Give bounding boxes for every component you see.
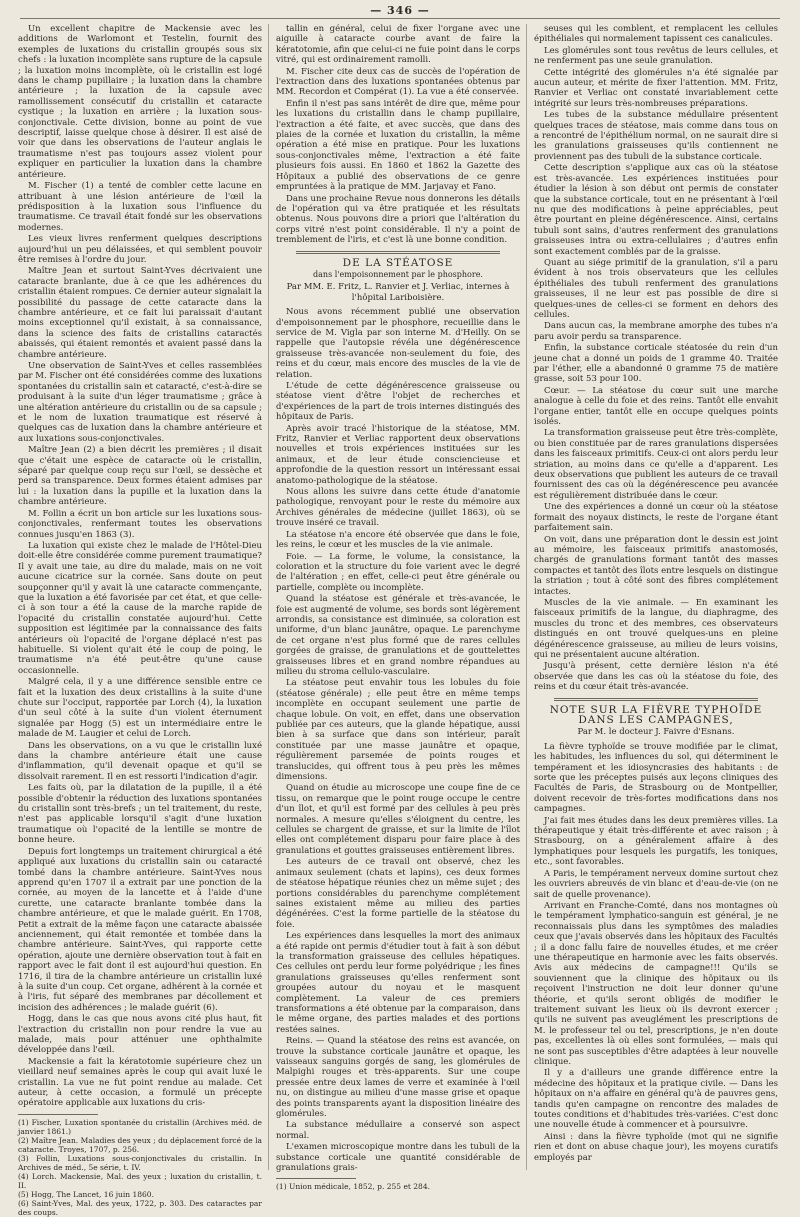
paragraph: A Paris, le tempérament nerveux domine surtout chez les ouvriers abreuvés de vin blanc et d'eau-de-vie (on ne sait de quelle provenance). <box>534 868 778 900</box>
paragraph: La stéatose n'a encore été observée que dans le foie, les reins, le cœur et les muscles de la vie animale. <box>276 529 520 551</box>
footnote: (1) Union médicale, 1852, p. 255 et 284. <box>276 1182 430 1192</box>
paragraph: M. Fischer cite deux cas de succès de l'opération de l'extraction dans des luxations spontanées obtenus par MM. Recordon et Compérat (1). La vue a été conservée. <box>276 66 520 98</box>
column-divider <box>268 24 269 1170</box>
section-rule <box>296 251 500 254</box>
paragraph: L'étude de cette dégénérescence graisseuse ou stéatose vient d'être l'objet de recherches et d'expériences de la part de trois internes distingués des hôpitaux de Paris. <box>276 381 520 423</box>
paragraph: Dans les observations, on a vu que le cristallin luxé dans la chambre antérieure était une cause d'inflammation, qu'il devenait opaque et qu'il se dissolvait rarement. Il en est ressorti l'indication d'agir. <box>18 740 262 782</box>
footnote: (3) Follin, Luxations sous-conjonctivales du cristallin. In Archives de méd., 5e série, t. IV. <box>18 1153 262 1172</box>
paragraph: J'ai fait mes études dans les deux premières villes. La thérapeutique y était très-différente et avec raison ; à Strasbourg, on a généralement affaire à des lymphatiques pour lesquels les purgatifs, les toniques, etc., sont favorables. <box>534 815 778 868</box>
paragraph: Malgré cela, il y a une différence sensible entre ce fait et la luxation des deux cristallins à la suite d'une chute sur l'occiput, rapportée par Lorch (4), la luxation d'un seul côté à la suite d'un violent éternument signalée par Hogg (5) est un intermédiaire entre le malade de M. Laugier et celui de Lorch. <box>18 677 262 740</box>
paragraph: Les tubes de la substance médullaire présentent quelques traces de stéatose, mais comme dans tous on a rencontré de l'épithélium normal, on ne saurait dire si les granulations graisseuses qu'ils contiennent ne proviennent pas des tubuli de la substance corticale. <box>534 110 778 162</box>
column-middle <box>276 24 520 1192</box>
paragraph: La luxation qui existe chez le malade de l'Hôtel-Dieu doit-elle être considérée comme purement traumatique? Il y avait une taie, au dire du malade, mais on ne voit aucune cicatrice sur la cornée. Sans doute on peut soupçonner qu'il y avait là une cataracte commençante, que la luxation a été favorisée par cet état, et que celle-ci à son tour a été la cause de la marche rapide de l'opacité du cristallin constatée aujourd'hui. Cette supposition est légitimée par la connaissance des faits antérieurs où l'opacité de l'organe déplacé n'est pas habituelle. Si violent qu'ait été le coup de poing, le traumatisme n'a été peut-être qu'une cause occasionnelle. <box>18 540 262 676</box>
cataract-article-continuation <box>276 24 520 246</box>
paragraph: Nous avons récemment publié une observation d'empoisonnement par le phosphore, recueillie dans le service de M. Vigla par son interne M. d'Heilly. On se rappelle que l'autopsie révéla une dégénérescence graisseuse très-avancée non-seulement du foie, des reins et du cœur, mais encore des muscles de la vie de relation. <box>276 307 520 380</box>
footnotes-middle <box>276 1182 520 1191</box>
paragraph: Quant au siége primitif de la granulation, s'il a paru évident à nos trois observateurs que les cellules épithéliales des tubuli renferment des granulations graisseuses, il ne leur est pas possible de dire si quelques-unes de celles-ci se forment en dehors des cellules. <box>534 257 778 320</box>
paragraph: Maître Jean (2) a bien décrit les premières ; il disait que c'était une espèce de cataracte où le cristallin, séparé par quelque coup reçu sur l'œil, se dessèche et perd sa transparence. Deux formes étaient admises par lui : la luxation dans la pupille et la luxation dans la chambre antérieure. <box>18 445 262 508</box>
header-rule <box>20 18 780 19</box>
typhoid-article-body <box>534 742 778 1163</box>
paragraph: La substance médullaire a conservé son aspect normal. <box>276 1120 520 1141</box>
cataract-article-body <box>18 24 262 1109</box>
paragraph: Les faits où, par la dilatation de la pupille, il a été possible d'obtenir la réduction des luxations spontanées du cristallin sont très-brefs ; un tel traitement, du reste, n'est pas applicable lorsqu'il s'agit d'une luxation traumatique où l'opacité de la lentille se montre de bonne heure. <box>18 783 262 846</box>
paragraph: Un excellent chapitre de Mackensie avec les additions de Warlomont et Testelin, fournit des exemples de luxations du cristallin groupés sous six chefs : la luxation incomplète sans rupture de la capsule ; la luxation moins incomplète, où le cristallin est logé dans le champ pupillaire ; la luxation dans la chambre antérieure ; la luxation de la capsule avec ramollissement consécutif du cristallin et cataracte cystique ; la luxation en arrière ; la luxation sous-conjonctivale. Cette division, bonne au point de vue descriptif, laisse quelque chose à désirer. Il est aisé de voir que dans les observations de l'auteur anglais le traumatisme n'est pas toujours assez violent pour expliquer en particulier la luxation dans la chambre antérieure. <box>18 24 262 180</box>
paragraph: La transformation graisseuse peut être très-complète, ou bien constituée par de rares granulations dispersées dans les faisceaux primitifs. Ceux-ci ont alors perdu leur striation, au moins dans ce qu'elle a d'apparent. Les deux observations que publient les auteurs de ce travail fournissent des cas où la dégénérescence peu avancée est régulièrement distribuée dans le cœur. <box>534 428 778 501</box>
steatose-article-title: DE LA STÉATOSE <box>342 256 454 269</box>
paragraph: seuses qui les comblent, et remplacent les cellules épithéliales qui normalement tapissent ces canalicules. <box>534 24 778 45</box>
paragraph: Les glomérules sont tous revêtus de leurs cellules, et ne renferment pas une seule granulation. <box>534 45 778 67</box>
paragraph: Cœur. — La stéatose du cœur suit une marche analogue à celle du foie et des reins. Tantôt elle envahit l'organe entier, tantôt elle en occupe quelques points isolés. <box>534 385 778 428</box>
typhoid-article-authors: Par M. le docteur J. Faivre d'Esnans. <box>577 727 735 738</box>
paragraph: Quand on étudie au microscope une coupe fine de ce tissu, on remarque que le point rouge occupe le centre d'un îlot, et qu'il est formé par des cellules à peu près normales. A mesure qu'elles s'éloignent du centre, les cellules se chargent de graisse, et sur la limite de l'îlot elles ont complétement disparu pour faire place à des granulations et gouttes graisseuses entièrement libres. <box>276 783 520 856</box>
paragraph: Après avoir tracé l'historique de la stéatose, MM. Fritz, Ranvier et Verliac rapportent deux observations nouvelles et trois expériences instituées sur les animaux, et de leur étude consciencieuse et approfondie de la question ressort un intéressant essai anatomo-pathologique de la stéatose. <box>276 423 520 486</box>
paragraph: Muscles de la vie animale. — En examinant les faisceaux primitifs de la langue, du diaphragme, des muscles du tronc et des membres, ces observateurs distingués en ont trouvé quelques-uns en pleine dégénérescence graisseuse, au milieu de leurs voisins, qui ne présentaient aucune altération. <box>534 597 778 660</box>
paragraph: Arrivant en Franche-Comté, dans nos montagnes où le tempérament lymphatico-sanguin est général, je ne reconnaissais plus dans les symptômes des maladies ceux que j'avais observés dans les hôpitaux des Facultés ; il a donc fallu faire de nouvelles études, et me créer une thérapeutique en harmonie avec les faits observés. Avis aux médecins de campagne!!! Qu'ils se souviennent que la clinique des hôpitaux ou ils reçoivent l'instruction ne doit leur donner qu'une théorie, et qu'ils seront obligés de modifier le traitement suivant les lieux où ils devront exercer ; qu'ils ne suivent pas aveuglément les prescriptions de M. le professeur tel ou tel, prescriptions, je n'en doute pas, excellentes là où elles sont formulées, — mais qui ne sont pas susceptibles d'être adaptées à leur nouvelle clinique. <box>534 900 778 1067</box>
footnote: (1) Fischer, Luxation spontanée du cristallin (Archives méd. de janvier 1861.) <box>18 1117 262 1136</box>
footnote-rule <box>276 1178 356 1179</box>
footnote-rule <box>18 1114 98 1115</box>
paragraph: Hogg, dans le cas que nous avons cité plus haut, fit l'extraction du cristallin non pour rendre la vue au malade, mais pour atténuer une ophthalmite développée dans l'œil. <box>18 1014 262 1056</box>
paragraph: Depuis fort longtemps un traitement chirurgical a été appliqué aux luxations du cristallin sain ou cataracté tombé dans la chambre antérieure. Saint-Yves nous apprend qu'en 1707 il a extrait par une ponction de la cornée, au moyen de la lancette et à l'aide d'une curette, une cataracte branlante tombée dans la chambre antérieure, et que le malade guérit. En 1708, Petit a extrait de la même façon une cataracte abaissée anciennement, qui était remontée et tombée dans la chambre antérieure. Saint-Yves, qui rapporte cette opération, ajoute une dernière observation tout à fait en rapport avec le fait dont il est aujourd'hui question. En 1716, il tira de la chambre antérieure un cristallin luxé à la suite d'un coup. Cet organe, adhérent à la cornée et à l'iris, fut séparé des membranes par décollement et incision des adhérences ; le malade guérit (6). <box>18 846 262 1013</box>
footnote: (2) Maître Jean. Maladies des yeux ; du déplacement forcé de la cataracte. Troyes, 1707, p. 256. <box>18 1135 262 1154</box>
paragraph: Reins. — Quand la stéatose des reins est avancée, on trouve la substance corticale jaunâtre et opaque, les vaisseaux sanguins gorgés de sang, les glomérules de Malpighi rouges et très-apparents. Sur une coupe pressée entre deux lames de verre et examinée à l'œil nu, on distingue au milieu d'une masse grise et opaque des points transparents ayant la disposition linéaire des glomérules. <box>276 1036 520 1120</box>
paragraph: Dans aucun cas, la membrane amorphe des tubes n'a paru avoir perdu sa transparence. <box>534 321 778 342</box>
paragraph: L'examen microscopique montre dans les tubuli de la substance corticale une quantité considérable de granulations grais- <box>276 1142 520 1174</box>
page-number: — 346 — <box>370 4 430 17</box>
paragraph: Mackensie a fait la kératotomie supérieure chez un vieillard neuf semaines après le coup qui avait luxé le cristallin. La vue ne fut point rendue au malade. Cet auteur, à cette occasion, a formulé un précepte opératoire applicable aux luxations du cris- <box>18 1056 262 1109</box>
typhoid-article-title: NOTE SUR LA FIÈVRE TYPHOÏDE DANS LES CAMPAGNES, <box>549 703 763 726</box>
paragraph: Enfin, la substance corticale stéatosée du rein d'un jeune chat a donné un poids de 1 gramme 40. Traitée par l'éther, elle a abandonné 0 gramme 75 de matière grasse, soit 53 pour 100. <box>534 343 778 385</box>
paragraph: Cette description s'applique aux cas où la stéatose est très-avancée. Les expériences instituées pour étudier la lésion à son début ont permis de constater que la substance corticale, tout en ne présentant à l'œil nu que des modifications à peine appréciables, peut être pourtant en pleine dégénérescence. Ainsi, certains tubuli sont sains, d'autres renferment des granulations graisseuses intra ou extra-cellulaires ; d'autres enfin sont exactement comblés par de la graisse. <box>534 163 778 257</box>
steatose-article-continuation <box>534 24 778 693</box>
paragraph: On voit, dans une préparation dont le dessin est joint au mémoire, les faisceaux primitifs anastomosés, chargés de granulations formant tantôt des masses compactes et tantôt des îlots entre lesquels on distingue la striation ; tout à côté sont des fibres complétement intactes. <box>534 534 778 597</box>
paragraph: Foie. — La forme, le volume, la consistance, la coloration et la structure du foie varient avec le degré de l'altération ; en effet, celle-ci peut être générale ou partielle, complète ou incomplète. <box>276 551 520 593</box>
steatose-article-authors: Par MM. E. Fritz, L. Ranvier et J. Verliac, internes à l'hôpital Lariboisière. <box>286 282 510 303</box>
paragraph: Quand la stéatose est générale et très-avancée, le foie est augmenté de volume, ses bords sont légèrement arrondis, sa consistance est diminuée, sa coloration est uniforme, d'un blanc jaunâtre, opaque. Le parenchyme de cet organe n'est plus formé que de rares cellules gorgées de graisse, de granulations et de gouttelettes graisseuses libres et en grand nombre répandues au milieu du stroma cellulo-vasculaire. <box>276 594 520 677</box>
paragraph: Les auteurs de ce travail ont observé, chez les animaux seulement (chats et lapins), ces deux formes de stéatose hépatique réunies chez un même sujet ; des portions considérables du parenchyme complétement saines existaient même au milieu des parties dégénérées. C'est la forme partielle de la stéatose du foie. <box>276 857 520 930</box>
steatose-article-subtitle: dans l'empoisonnement par le phosphore. <box>313 269 483 279</box>
paragraph: La fièvre typhoïde se trouve modifiée par le climat, les habitudes, les influences du sol, qui déterminent le tempérament et les idiosyncrasies des habitants : de sorte que les préceptes puisés aux leçons cliniques des Facultés de Paris, de Strasbourg ou de Montpellier, doivent recevoir de très-fortes modifications dans nos campagnes. <box>534 741 778 815</box>
paragraph: Enfin il n'est pas sans intérêt de dire que, même pour les luxations du cristallin dans le champ pupillaire, l'extraction a été faite, et avec succès, que dans des plaies de la cornée et luxation du cristallin, la même opération a été mise en pratique. Pour les luxations sous-conjonctivales même, l'extraction a été faite plusieurs fois aussi. En 1860 et 1862 la Gazette des Hôpitaux a publié des observations de ce genre empruntées à la pratique de MM. Jarjavay et Fano. <box>276 98 520 193</box>
column-divider <box>526 24 527 1170</box>
section-rule <box>554 698 758 701</box>
paragraph: tallin en général, celui de fixer l'organe avec une aiguille à cataracte courbe avant de faire la kératotomie, afin que celui-ci ne fuie point dans le corps vitré, qui est ordinairement ramolli. <box>276 24 520 66</box>
footnotes-left <box>18 1118 262 1217</box>
paragraph: Les vieux livres renferment quelques descriptions aujourd'hui un peu délaissées, et qui semblent pouvoir être remises à l'ordre du jour. <box>18 234 262 265</box>
paragraph: M. Fischer (1) a tenté de combler cette lacune en attribuant à une lésion antérieure de l'œil la prédisposition à la luxation sous l'influence du traumatisme. Ce travail était fondé sur les observations modernes. <box>18 181 262 233</box>
paragraph: Les expériences dans lesquelles la mort des animaux a été rapide ont permis d'étudier tout à fait à son début la transformation graisseuse des cellules hépatiques. Ces cellules ont perdu leur forme polyédrique ; les fines granulations graisseuses qu'elles renferment sont groupées autour du noyau et le masquent complètement. La valeur de ces premiers transformations a été obtenue par la comparaison, dans le même organe, des parties malades et des portions restées saines. <box>276 931 520 1035</box>
paragraph: Nous allons les suivre dans cette étude d'anatomie pathologique, renvoyant pour le reste du mémoire aux Archives générales de médecine (juillet 1863), où se trouve inséré ce travail. <box>276 487 520 529</box>
footnote: (6) Saint-Yves, Mal. des yeux, 1722, p. 303. Des cataractes par des coups. <box>18 1198 262 1217</box>
column-right <box>534 24 778 1170</box>
paragraph: Une des expériences a donné un cœur où la stéatose formait des noyaux distincts, le reste de l'organe étant parfaitement sain. <box>534 502 778 534</box>
paragraph: Il y a d'ailleurs une grande différence entre la médecine des hôpitaux et la pratique civile. — Dans les hôpitaux on n'a affaire en général qu'à de pauvres gens, tandis qu'en campagne on rencontre des malades de toutes conditions et d'habitudes très-variées. C'est donc une nouvelle étude à commencer et à poursuivre. <box>534 1068 778 1131</box>
column-left <box>18 24 262 1217</box>
paragraph: Maître Jean et surtout Saint-Yves décrivaient une cataracte branlante, due à ce que les adhérences du cristallin étaient rompues. Ce dernier auteur signalait la possibilité du passage de cette cataracte dans la chambre antérieure, et ce fait lui paraissait d'autant moins exceptionnel qu'il existait, à sa connaissance, dans la science des faits de cristallins cataractés abaissés, qui étaient remontés et avaient passé dans la chambre antérieure. <box>18 266 262 360</box>
paragraph: Une observation de Saint-Yves et celles rassemblées par M. Fischer ont été considérées comme des luxations spontanées du cristallin sain et cataracté, c'est-à-dire se produisant à la suite d'un léger traumatisme ; grâce à une altération antérieure du cristallin ou de sa capsule ; et le nom de luxation traumatique est réservé à quelques cas de luxation dans la chambre antérieure et aux luxations sous-conjonctivales. <box>18 361 262 444</box>
steatose-article-body <box>276 307 520 1173</box>
paragraph: Ainsi : dans la fièvre typhoïde (mot qui ne signifie rien et dont on abuse chaque jour), les moyens curatifs employés par <box>534 1131 778 1163</box>
paragraph: La stéatose peut envahir tous les lobules du foie (stéatose générale) ; elle peut être en même temps incomplète en occupant seulement une partie de chaque lobule. On voit, en effet, dans une observation publiée par ces auteurs, que la glande hépatique, aussi bien à sa surface que dans son intérieur, paraît constituée par une masse jaunâtre et opaque, régulièrement parsemée de points rouges et translucides, qui offrent tous à peu près les mêmes dimensions. <box>276 678 520 783</box>
footnote: (5) Hogg, The Lancet, 16 juin 1860. <box>18 1189 154 1199</box>
paragraph: Dans une prochaine Revue nous donnerons les détails de l'opération qui va être pratiquée et les résultats obtenus. Nous pouvons dire a priori que l'altération du corps vitré n'est point considérable. Il n'y a point de tremblement de l'iris, et c'est là une bonne condition. <box>276 193 520 246</box>
paragraph: Cette intégrité des glomérules n'a été signalée par aucun auteur, et mérite de fixer l'attention. MM. Fritz, Ranvier et Verliac ont constaté invariablement cette intégrité sur leurs très-nombreuses préparations. <box>534 67 778 109</box>
footnote: (4) Lorch. Mackensie, Mal. des yeux ; luxation du cristallin, t. II. <box>18 1171 262 1190</box>
paragraph: Jusqu'à présent, cette dernière lésion n'a été observée que dans les cas où la stéatose du foie, des reins et du cœur était très-avancée. <box>534 661 778 693</box>
paragraph: M. Follin a écrit un bon article sur les luxations sous-conjonctivales, renfermant toutes les observations connues jusqu'en 1863 (3). <box>18 508 262 540</box>
